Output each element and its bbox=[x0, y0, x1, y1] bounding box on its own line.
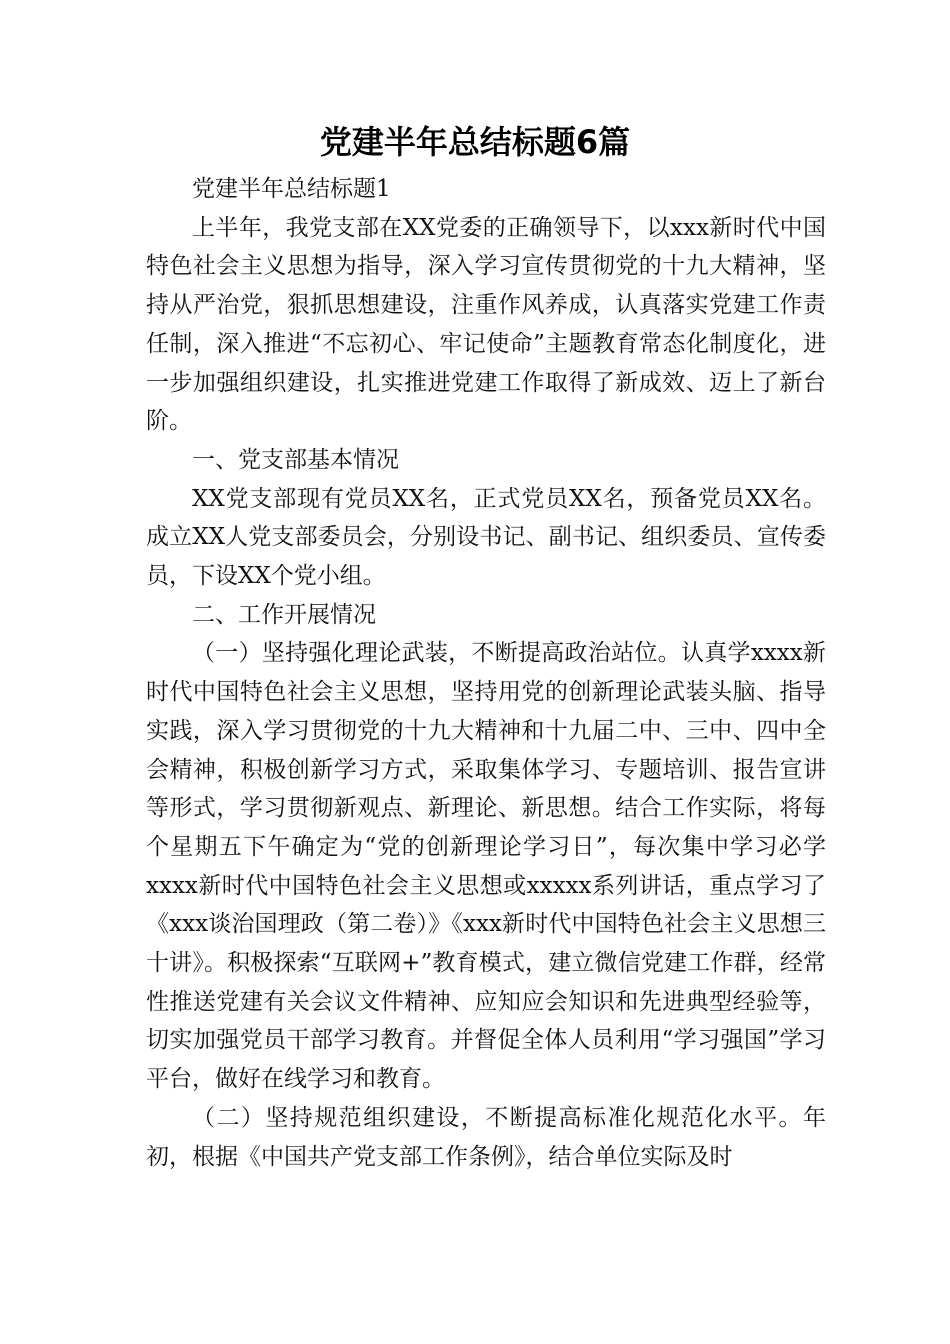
section-heading: 党建半年总结标题1 bbox=[192, 176, 391, 202]
paragraph: 上半年，我党支部在XX党委的正确领导下，以xxx新时代中国特色社会主义思想为指导，深入学习宣传贯彻党的十九大精神，坚持从严治党，狠抓思想建设，注重作风养成，认真落实党建工作责任制，深入推进“不忘初心、牢记使命”主题教育常态化制度化，进一步加强组织建设，扎实推进党建工作取得了新成效、迈上了新台阶。 bbox=[146, 214, 826, 435]
section-heading: 二、工作开展情况 bbox=[192, 601, 376, 628]
document-body bbox=[146, 170, 826, 1176]
document-title: 党建半年总结标题6篇 bbox=[319, 123, 631, 161]
section-heading: 一、党支部基本情况 bbox=[192, 446, 399, 473]
paragraph: （二）坚持规范组织建设，不断提高标准化规范化水平。年初，根据《中国共产党支部工作条例》，结合单位实际及时 bbox=[146, 1104, 826, 1170]
paragraph: XX党支部现有党员XX名，正式党员XX名，预备党员XX名。成立XX人党支部委员会，分别设书记、副书记、组织委员、宣传委员，下设XX个党小组。 bbox=[146, 485, 826, 590]
paragraph: （一）坚持强化理论武装，不断提高政治站位。认真学xxxx新时代中国特色社会主义思想，坚持用党的创新理论武装头脑、指导实践，深入学习贯彻党的十九大精神和十九届二中、三中、四中全会精神，积极创新学习方式，采取集体学习、专题培训、报告宣讲等形式，学习贯彻新观点、新理论、新思想。结合工作实际，将每个星期五下午确定为“党的创新理论学习日”，每次集中学习必学xxxx新时代中国特色社会主义思想或xxxxx系列讲话，重点学习了《xxx谈治国理政（第二卷）》《xxx新时代中国特色社会主义思想三十讲》。积极探索“互联网+”教育模式，建立微信党建工作群，经常性推送党建有关会议文件精神、应知应会知识和先进典型经验等，切实加强党员干部学习教育。并督促全体人员利用“学习强国”学习平台，做好在线学习和教育。 bbox=[146, 640, 826, 1093]
